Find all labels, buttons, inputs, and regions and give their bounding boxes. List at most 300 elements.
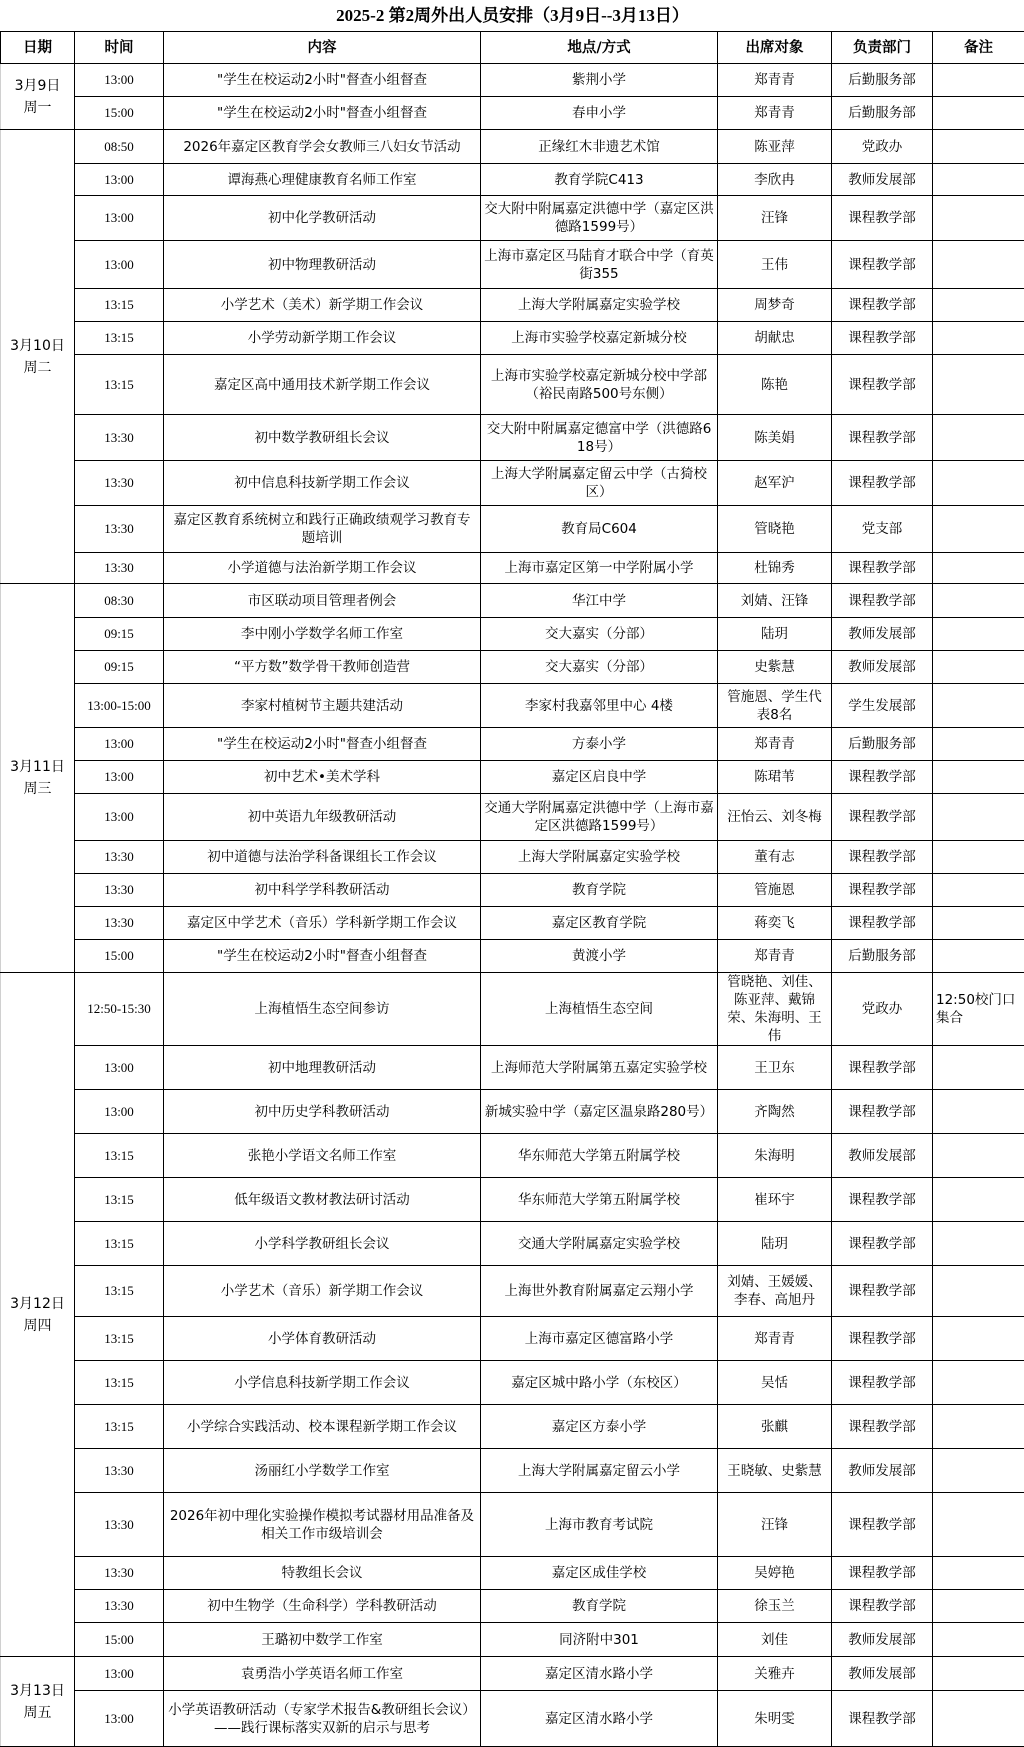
time-cell: 13:30: [75, 1557, 164, 1590]
content-cell: 初中数学教研组长会议: [164, 415, 481, 461]
table-row: [1, 1449, 1024, 1493]
location-cell: 华江中学: [481, 584, 718, 618]
time-cell: 15:00: [75, 1623, 164, 1657]
location-cell: 上海世外教育附属嘉定云翔小学: [481, 1266, 718, 1317]
content-cell: 谭海燕心理健康教育名师工作室: [164, 164, 481, 196]
department-cell: 教师发展部: [832, 1449, 933, 1493]
table-row: [1, 506, 1024, 553]
table-row: [1, 289, 1024, 322]
notes-cell: [933, 728, 1024, 761]
time-cell: 13:15: [75, 1361, 164, 1405]
department-cell: 党支部: [832, 506, 933, 553]
content-cell: 初中历史学科教研活动: [164, 1090, 481, 1134]
date-label: 3月13日: [4, 1680, 71, 1702]
location-cell: 交大附中附属嘉定德富中学（洪德路618号）: [481, 415, 718, 461]
content-cell: “平方数”数学骨干教师创造营: [164, 651, 481, 684]
content-cell: 嘉定区高中通用技术新学期工作会议: [164, 355, 481, 415]
location-cell: 上海市嘉定区德富路小学: [481, 1317, 718, 1361]
table-row: [1, 1623, 1024, 1657]
attendees-cell: 陈美娟: [718, 415, 832, 461]
notes-cell: [933, 684, 1024, 728]
location-cell: 新城实验中学（嘉定区温泉路280号）: [481, 1090, 718, 1134]
table-row: [1, 618, 1024, 651]
content-cell: 初中道德与法治学科备课组长工作会议: [164, 841, 481, 874]
weekday-label: 周四: [4, 1315, 71, 1337]
location-cell: 交大附中附属嘉定洪德中学（嘉定区洪德路1599号）: [481, 196, 718, 241]
content-cell: 小学英语教研活动（专家学术报告&教研组长会议）——践行课标落实双新的启示与思考: [164, 1691, 481, 1747]
attendees-cell: 陆玥: [718, 1222, 832, 1266]
department-cell: 后勤服务部: [832, 97, 933, 130]
table-row: [1, 1134, 1024, 1178]
time-cell: 13:30: [75, 907, 164, 940]
time-cell: 12:50-15:30: [75, 973, 164, 1046]
content-cell: "学生在校运动2小时"督查小组督查: [164, 728, 481, 761]
attendees-cell: 郑青青: [718, 940, 832, 973]
time-cell: 13:15: [75, 1222, 164, 1266]
time-cell: 15:00: [75, 940, 164, 973]
notes-cell: [933, 907, 1024, 940]
department-cell: 课程教学部: [832, 355, 933, 415]
table-row: [1, 1222, 1024, 1266]
attendees-cell: 管施恩: [718, 874, 832, 907]
content-cell: "学生在校运动2小时"督查小组督查: [164, 64, 481, 97]
attendees-cell: 刘婧、汪锋: [718, 584, 832, 618]
attendees-cell: 朱海明: [718, 1134, 832, 1178]
attendees-cell: 吴恬: [718, 1361, 832, 1405]
content-cell: "学生在校运动2小时"督查小组督查: [164, 97, 481, 130]
location-cell: 嘉定区清水路小学: [481, 1657, 718, 1691]
table-row: [1, 461, 1024, 506]
notes-cell: [933, 1046, 1024, 1090]
department-cell: 课程教学部: [832, 1361, 933, 1405]
department-cell: 课程教学部: [832, 289, 933, 322]
title-row: [1, 0, 1024, 32]
time-cell: 13:00: [75, 241, 164, 289]
notes-cell: [933, 1361, 1024, 1405]
notes-cell: [933, 97, 1024, 130]
location-cell: 李家村我嘉邻里中心 4楼: [481, 684, 718, 728]
header-content: 内容: [164, 32, 481, 64]
attendees-cell: 管晓艳、刘佳、陈亚萍、戴锦荣、朱海明、王伟: [718, 973, 832, 1046]
table-row: [1, 1090, 1024, 1134]
department-cell: 课程教学部: [832, 1317, 933, 1361]
department-cell: 课程教学部: [832, 1590, 933, 1623]
time-cell: 13:00: [75, 761, 164, 794]
table-row: [1, 973, 1024, 1046]
content-cell: 汤丽红小学数学工作室: [164, 1449, 481, 1493]
notes-cell: [933, 584, 1024, 618]
notes-cell: [933, 1557, 1024, 1590]
time-cell: 13:00-15:00: [75, 684, 164, 728]
content-cell: 李中刚小学数学名师工作室: [164, 618, 481, 651]
location-cell: 上海市教育考试院: [481, 1493, 718, 1557]
date-label: 3月12日: [4, 1293, 71, 1315]
location-cell: 教育学院: [481, 874, 718, 907]
department-cell: 课程教学部: [832, 1691, 933, 1747]
table-row: [1, 841, 1024, 874]
notes-cell: [933, 1178, 1024, 1222]
department-cell: 课程教学部: [832, 415, 933, 461]
attendees-cell: 蒋奕飞: [718, 907, 832, 940]
attendees-cell: 郑青青: [718, 728, 832, 761]
time-cell: 09:15: [75, 618, 164, 651]
attendees-cell: 关雅卉: [718, 1657, 832, 1691]
header-time: 时间: [75, 32, 164, 64]
content-cell: 小学综合实践活动、校本课程新学期工作会议: [164, 1405, 481, 1449]
date-cell: [1, 973, 75, 1657]
location-cell: 上海市实验学校嘉定新城分校: [481, 322, 718, 355]
attendees-cell: 赵军沪: [718, 461, 832, 506]
attendees-cell: 张麒: [718, 1405, 832, 1449]
time-cell: 13:30: [75, 1449, 164, 1493]
content-cell: 小学艺术（音乐）新学期工作会议: [164, 1266, 481, 1317]
attendees-cell: 徐玉兰: [718, 1590, 832, 1623]
table-row: [1, 1691, 1024, 1747]
department-cell: 课程教学部: [832, 241, 933, 289]
notes-cell: [933, 874, 1024, 907]
date-label: 3月11日: [4, 756, 71, 778]
notes-cell: [933, 1222, 1024, 1266]
location-cell: 方泰小学: [481, 728, 718, 761]
department-cell: 党政办: [832, 130, 933, 164]
time-cell: 13:30: [75, 553, 164, 584]
location-cell: 嘉定区方泰小学: [481, 1405, 718, 1449]
location-cell: 上海大学附属嘉定留云中学（古猗校区）: [481, 461, 718, 506]
location-cell: 交通大学附属嘉定实验学校: [481, 1222, 718, 1266]
department-cell: 课程教学部: [832, 196, 933, 241]
content-cell: 嘉定区教育系统树立和践行正确政绩观学习教育专题培训: [164, 506, 481, 553]
content-cell: 小学道德与法治新学期工作会议: [164, 553, 481, 584]
time-cell: 13:15: [75, 289, 164, 322]
time-cell: 13:00: [75, 1691, 164, 1747]
table-row: [1, 1557, 1024, 1590]
department-cell: 课程教学部: [832, 1557, 933, 1590]
attendees-cell: 汪怡云、刘冬梅: [718, 794, 832, 841]
attendees-cell: 王卫东: [718, 1046, 832, 1090]
notes-cell: [933, 1134, 1024, 1178]
content-cell: 初中艺术•美术学科: [164, 761, 481, 794]
date-cell: [1, 584, 75, 973]
notes-cell: [933, 64, 1024, 97]
time-cell: 13:30: [75, 1493, 164, 1557]
attendees-cell: 陈珺苇: [718, 761, 832, 794]
location-cell: 正缘红木非遗艺术馆: [481, 130, 718, 164]
weekday-label: 周三: [4, 778, 71, 800]
content-cell: 嘉定区中学艺术（音乐）学科新学期工作会议: [164, 907, 481, 940]
department-cell: 教师发展部: [832, 1134, 933, 1178]
header-attendees: 出席对象: [718, 32, 832, 64]
table-row: [1, 1657, 1024, 1691]
department-cell: 教师发展部: [832, 164, 933, 196]
header-row: [1, 32, 1024, 64]
notes-cell: [933, 164, 1024, 196]
location-cell: 教育学院: [481, 1590, 718, 1623]
location-cell: 嘉定区成佳学校: [481, 1557, 718, 1590]
attendees-cell: 董有志: [718, 841, 832, 874]
location-cell: 华东师范大学第五附属学校: [481, 1134, 718, 1178]
content-cell: 王璐初中数学工作室: [164, 1623, 481, 1657]
department-cell: 课程教学部: [832, 907, 933, 940]
time-cell: 13:15: [75, 355, 164, 415]
header-date: 日期: [1, 32, 75, 64]
department-cell: 学生发展部: [832, 684, 933, 728]
attendees-cell: 汪锋: [718, 196, 832, 241]
time-cell: 13:00: [75, 64, 164, 97]
time-cell: 13:00: [75, 728, 164, 761]
attendees-cell: 刘佳: [718, 1623, 832, 1657]
content-cell: 初中英语九年级教研活动: [164, 794, 481, 841]
table-row: [1, 684, 1024, 728]
table-row: [1, 415, 1024, 461]
content-cell: 小学艺术（美术）新学期工作会议: [164, 289, 481, 322]
table-row: [1, 97, 1024, 130]
department-cell: 教师发展部: [832, 651, 933, 684]
time-cell: 13:15: [75, 1266, 164, 1317]
attendees-cell: 郑青青: [718, 64, 832, 97]
location-cell: 教育局C604: [481, 506, 718, 553]
attendees-cell: 王晓敏、史紫慧: [718, 1449, 832, 1493]
notes-cell: [933, 196, 1024, 241]
attendees-cell: 郑青青: [718, 1317, 832, 1361]
content-cell: 市区联动项目管理者例会: [164, 584, 481, 618]
weekday-label: 周五: [4, 1702, 71, 1724]
notes-cell: [933, 761, 1024, 794]
table-row: [1, 1178, 1024, 1222]
notes-cell: [933, 1590, 1024, 1623]
department-cell: 课程教学部: [832, 841, 933, 874]
attendees-cell: 周梦奇: [718, 289, 832, 322]
content-cell: 2026年嘉定区教育学会女教师三八妇女节活动: [164, 130, 481, 164]
location-cell: 上海大学附属嘉定实验学校: [481, 841, 718, 874]
attendees-cell: 管晓艳: [718, 506, 832, 553]
time-cell: 15:00: [75, 97, 164, 130]
notes-cell: [933, 1493, 1024, 1557]
table-row: [1, 355, 1024, 415]
content-cell: 初中化学教研活动: [164, 196, 481, 241]
time-cell: 13:15: [75, 1317, 164, 1361]
department-cell: 后勤服务部: [832, 64, 933, 97]
date-label: 3月9日: [4, 75, 71, 97]
department-cell: 后勤服务部: [832, 940, 933, 973]
location-cell: 嘉定区启良中学: [481, 761, 718, 794]
notes-cell: [933, 1657, 1024, 1691]
time-cell: 13:30: [75, 461, 164, 506]
location-cell: 华东师范大学第五附属学校: [481, 1178, 718, 1222]
time-cell: 13:00: [75, 794, 164, 841]
notes-cell: [933, 241, 1024, 289]
department-cell: 教师发展部: [832, 1657, 933, 1691]
table-row: [1, 940, 1024, 973]
notes-cell: [933, 940, 1024, 973]
table-row: [1, 761, 1024, 794]
table-row: [1, 196, 1024, 241]
location-cell: 上海市嘉定区第一中学附属小学: [481, 553, 718, 584]
location-cell: 交大嘉实（分部）: [481, 651, 718, 684]
notes-cell: [933, 1405, 1024, 1449]
table-row: [1, 1317, 1024, 1361]
time-cell: 13:30: [75, 506, 164, 553]
time-cell: 13:00: [75, 196, 164, 241]
location-cell: 紫荆小学: [481, 64, 718, 97]
location-cell: 上海市实验学校嘉定新城分校中学部（裕民南路500号东侧）: [481, 355, 718, 415]
time-cell: 08:30: [75, 584, 164, 618]
content-cell: 初中科学学科教研活动: [164, 874, 481, 907]
attendees-cell: 郑青青: [718, 97, 832, 130]
content-cell: 初中地理教研活动: [164, 1046, 481, 1090]
content-cell: 上海植悟生态空间参访: [164, 973, 481, 1046]
location-cell: 嘉定区城中路小学（东校区）: [481, 1361, 718, 1405]
content-cell: 特教组长会议: [164, 1557, 481, 1590]
content-cell: 袁勇浩小学英语名师工作室: [164, 1657, 481, 1691]
page-title: 2025-2 第2周外出人员安排（3月9日--3月13日）: [1, 0, 1024, 32]
notes-cell: [933, 289, 1024, 322]
time-cell: 13:15: [75, 1134, 164, 1178]
date-cell: [1, 64, 75, 130]
table-row: [1, 241, 1024, 289]
table-row: [1, 651, 1024, 684]
location-cell: 教育学院C413: [481, 164, 718, 196]
location-cell: 上海师范大学附属第五嘉定实验学校: [481, 1046, 718, 1090]
table-row: [1, 1590, 1024, 1623]
table-row: [1, 553, 1024, 584]
content-cell: 小学体育教研活动: [164, 1317, 481, 1361]
location-cell: 上海植悟生态空间: [481, 973, 718, 1046]
attendees-cell: 汪锋: [718, 1493, 832, 1557]
department-cell: 课程教学部: [832, 1405, 933, 1449]
table-row: [1, 794, 1024, 841]
attendees-cell: 史紫慧: [718, 651, 832, 684]
weekday-label: 周二: [4, 357, 71, 379]
table-row: [1, 874, 1024, 907]
department-cell: 课程教学部: [832, 1046, 933, 1090]
time-cell: 13:00: [75, 1046, 164, 1090]
location-cell: 交大嘉实（分部）: [481, 618, 718, 651]
table-row: [1, 728, 1024, 761]
table-row: [1, 1266, 1024, 1317]
notes-cell: [933, 506, 1024, 553]
notes-cell: [933, 1623, 1024, 1657]
department-cell: 课程教学部: [832, 761, 933, 794]
table-row: [1, 322, 1024, 355]
location-cell: 同济附中301: [481, 1623, 718, 1657]
notes-cell: [933, 1090, 1024, 1134]
department-cell: 课程教学部: [832, 1090, 933, 1134]
department-cell: 教师发展部: [832, 618, 933, 651]
content-cell: 初中生物学（生命科学）学科教研活动: [164, 1590, 481, 1623]
time-cell: 13:00: [75, 1090, 164, 1134]
location-cell: 黄渡小学: [481, 940, 718, 973]
attendees-cell: 胡献忠: [718, 322, 832, 355]
attendees-cell: 刘婧、王媛媛、李春、高旭丹: [718, 1266, 832, 1317]
notes-cell: [933, 322, 1024, 355]
schedule-body: [1, 64, 1024, 1747]
table-row: [1, 130, 1024, 164]
department-cell: 后勤服务部: [832, 728, 933, 761]
department-cell: 课程教学部: [832, 794, 933, 841]
content-cell: 张艳小学语文名师工作室: [164, 1134, 481, 1178]
notes-cell: [933, 651, 1024, 684]
time-cell: 13:15: [75, 1178, 164, 1222]
notes-cell: [933, 130, 1024, 164]
content-cell: 小学科学教研组长会议: [164, 1222, 481, 1266]
time-cell: 13:30: [75, 874, 164, 907]
notes-cell: [933, 794, 1024, 841]
attendees-cell: 朱明雯: [718, 1691, 832, 1747]
header-location: 地点/方式: [481, 32, 718, 64]
location-cell: 交通大学附属嘉定洪德中学（上海市嘉定区洪德路1599号）: [481, 794, 718, 841]
date-label: 3月10日: [4, 335, 71, 357]
header-notes: 备注: [933, 32, 1024, 64]
time-cell: 13:00: [75, 164, 164, 196]
time-cell: 13:30: [75, 841, 164, 874]
content-cell: 初中物理教研活动: [164, 241, 481, 289]
time-cell: 09:15: [75, 651, 164, 684]
department-cell: 课程教学部: [832, 461, 933, 506]
attendees-cell: 李欣冉: [718, 164, 832, 196]
department-cell: 课程教学部: [832, 322, 933, 355]
date-cell: [1, 1657, 75, 1747]
time-cell: 13:00: [75, 1657, 164, 1691]
content-cell: 低年级语文教材教法研讨活动: [164, 1178, 481, 1222]
table-row: [1, 1361, 1024, 1405]
location-cell: 上海大学附属嘉定留云小学: [481, 1449, 718, 1493]
attendees-cell: 管施恩、学生代表8名: [718, 684, 832, 728]
department-cell: 课程教学部: [832, 1493, 933, 1557]
content-cell: 初中信息科技新学期工作会议: [164, 461, 481, 506]
location-cell: 上海市嘉定区马陆育才联合中学（育英街355: [481, 241, 718, 289]
time-cell: 08:50: [75, 130, 164, 164]
time-cell: 13:30: [75, 1590, 164, 1623]
attendees-cell: 陈艳: [718, 355, 832, 415]
content-cell: 李家村植树节主题共建活动: [164, 684, 481, 728]
department-cell: 课程教学部: [832, 1178, 933, 1222]
attendees-cell: 王伟: [718, 241, 832, 289]
date-cell: [1, 130, 75, 584]
notes-cell: [933, 1266, 1024, 1317]
department-cell: 课程教学部: [832, 874, 933, 907]
location-cell: 嘉定区教育学院: [481, 907, 718, 940]
department-cell: 课程教学部: [832, 1266, 933, 1317]
time-cell: 13:30: [75, 415, 164, 461]
attendees-cell: 杜锦秀: [718, 553, 832, 584]
notes-cell: [933, 1449, 1024, 1493]
notes-cell: [933, 461, 1024, 506]
department-cell: 课程教学部: [832, 584, 933, 618]
table-row: [1, 584, 1024, 618]
weekday-label: 周一: [4, 97, 71, 119]
time-cell: 13:15: [75, 1405, 164, 1449]
table-row: [1, 1405, 1024, 1449]
department-cell: 党政办: [832, 973, 933, 1046]
attendees-cell: 陈亚萍: [718, 130, 832, 164]
table-row: [1, 64, 1024, 97]
table-row: [1, 1046, 1024, 1090]
notes-cell: 12:50校门口集合: [933, 973, 1024, 1046]
time-cell: 13:15: [75, 322, 164, 355]
location-cell: 上海大学附属嘉定实验学校: [481, 289, 718, 322]
notes-cell: [933, 1317, 1024, 1361]
content-cell: "学生在校运动2小时"督查小组督查: [164, 940, 481, 973]
table-row: [1, 1493, 1024, 1557]
attendees-cell: 齐陶然: [718, 1090, 832, 1134]
notes-cell: [933, 415, 1024, 461]
notes-cell: [933, 841, 1024, 874]
table-row: [1, 907, 1024, 940]
attendees-cell: 吴婷艳: [718, 1557, 832, 1590]
content-cell: 2026年初中理化实验操作模拟考试器材用品准备及相关工作市级培训会: [164, 1493, 481, 1557]
notes-cell: [933, 618, 1024, 651]
department-cell: 课程教学部: [832, 553, 933, 584]
